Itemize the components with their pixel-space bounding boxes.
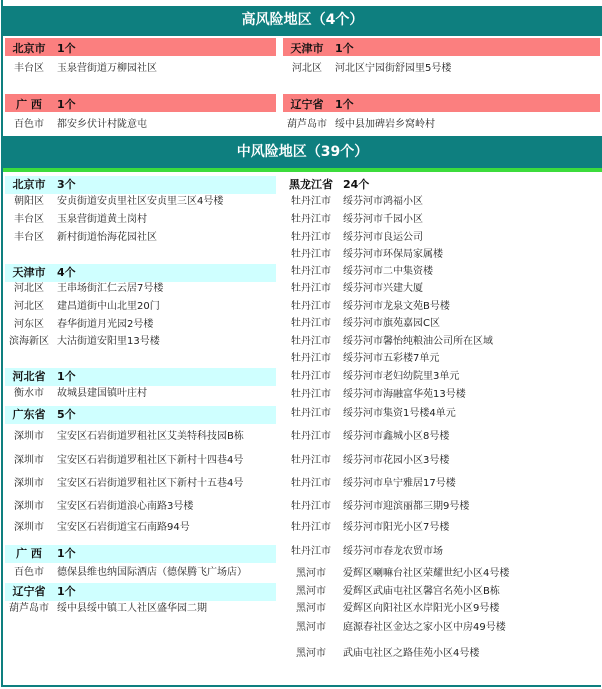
location-row [5,211,276,229]
medium-risk-title: 中风险地区（39个） [236,144,369,160]
location-row [283,229,600,247]
location-row [5,385,276,403]
location-row [5,116,276,134]
location-address: 大沽街道安阳里13号楼 [57,336,160,347]
banner-accent-bar [3,168,602,172]
district-name: 百色市 [14,119,44,130]
region-header [5,176,276,194]
location-row [283,386,600,404]
district-name: 牡丹江市 [291,546,331,557]
district-name: 河东区 [14,319,44,330]
location-address: 玉泉营街道万柳园社区 [57,63,157,74]
location-row [283,475,600,493]
district-name: 深圳市 [14,501,44,512]
location-row [5,475,276,493]
region-name: 广东省 [12,408,46,421]
location-row [5,564,276,582]
district-name: 牡丹江市 [291,196,331,207]
location-address: 德保县维也纳国际酒店（德保腾飞广场店） [57,567,247,578]
district-name: 牡丹江市 [291,522,331,533]
district-name: 丰台区 [14,232,44,243]
location-row [283,368,600,386]
district-name: 葫芦岛市 [9,603,49,614]
location-row [5,280,276,298]
location-address: 爱辉区向阳社区水岸阳光小区9号楼 [343,603,500,614]
location-address: 绥芬河市春龙农贸市场 [343,546,443,557]
location-row [5,229,276,247]
district-name: 牡丹江市 [291,214,331,225]
region-header [283,94,600,112]
location-address: 绥芬河市迎滨丽都三期9号楼 [343,501,470,512]
region-count: 1个 [57,547,76,560]
region-header [283,38,600,56]
location-row [5,600,276,618]
location-address: 武庙屯社区之路佳苑小区4号楼 [343,648,480,659]
district-name: 深圳市 [14,522,44,533]
district-name: 黑河市 [296,648,326,659]
region-header [5,94,276,112]
district-name: 牡丹江市 [291,501,331,512]
district-name: 牡丹江市 [291,266,331,277]
location-address: 绥芬河市阜宁雅居17号楼 [343,478,456,489]
location-row [5,428,276,446]
district-name: 牡丹江市 [291,371,331,382]
location-address: 绥芬河市鸿福小区 [343,196,423,207]
location-row [283,280,600,298]
region-header [5,545,276,563]
location-row [283,193,600,211]
region-name: 天津市 [12,266,46,279]
region-name: 广 西 [16,98,42,111]
location-row [283,315,600,333]
location-address: 绥芬河市海融富华苑13号楼 [343,389,466,400]
location-address: 绥芬河市五彩楼7单元 [343,353,440,364]
location-address: 绥芬河市千园小区 [343,214,423,225]
location-address: 绥芬河市环保局家属楼 [343,249,443,260]
location-row [5,60,276,78]
region-name: 广 西 [16,547,42,560]
location-row [5,333,276,351]
district-name: 葫芦岛市 [287,119,327,130]
location-address: 绥芬河市馨怡纯粮油公司所在区域 [343,336,493,347]
location-address: 绥芬河市阳光小区7号楼 [343,522,450,533]
location-address: 都安乡伏计村陇意屯 [57,119,147,130]
location-address: 绥芬河市良运公司 [343,232,423,243]
district-name: 滨海新区 [9,336,49,347]
district-name: 河北区 [14,283,44,294]
region-count: 1个 [57,98,76,111]
district-name: 牡丹江市 [291,478,331,489]
location-row [283,333,600,351]
region-name: 北京市 [12,42,46,55]
high-risk-title: 高风险地区（4个） [241,12,364,28]
region-header [5,38,276,56]
region-count: 1个 [57,370,76,383]
location-row [5,193,276,211]
location-row [283,645,600,663]
location-row [283,350,600,368]
location-row [283,116,600,134]
location-row [283,543,600,561]
location-address: 安贞街道安贞里社区安贞里三区4号楼 [57,196,224,207]
location-row [283,600,600,618]
district-name: 牡丹江市 [291,431,331,442]
high-risk-banner [3,6,602,36]
district-name: 牡丹江市 [291,301,331,312]
district-name: 朝阳区 [14,196,44,207]
district-name: 黑河市 [296,568,326,579]
location-address: 绥芬河市老妇幼院里3单元 [343,371,460,382]
location-row [5,298,276,316]
region-name: 辽宁省 [290,98,324,111]
location-address: 故城县建国镇叶庄村 [57,388,147,399]
region-count: 1个 [57,585,76,598]
region-header [283,176,600,194]
district-name: 百色市 [14,567,44,578]
location-address: 绥芬河市鑫城小区8号楼 [343,431,450,442]
region-count: 24个 [343,178,370,191]
location-row [5,316,276,334]
district-name: 衡水市 [14,388,44,399]
region-name: 河北省 [12,370,46,383]
district-name: 牡丹江市 [291,232,331,243]
location-row [283,246,600,264]
region-name: 天津市 [290,42,324,55]
district-name: 丰台区 [14,214,44,225]
location-row [283,519,600,537]
district-name: 牡丹江市 [291,389,331,400]
location-address: 河北区宁园街舒园里5号楼 [335,63,452,74]
location-address: 宝安区石岩街道浪心南路3号楼 [57,501,194,512]
location-address: 庭源春社区金达之家小区中房49号楼 [343,622,506,633]
district-name: 丰台区 [14,63,44,74]
region-count: 1个 [335,42,354,55]
region-count: 4个 [57,266,76,279]
region-count: 1个 [57,42,76,55]
district-name: 牡丹江市 [291,336,331,347]
district-name: 黑河市 [296,586,326,597]
location-row [283,583,600,601]
location-row [283,619,600,637]
region-name: 辽宁省 [12,585,46,598]
location-address: 绥芬河市旗苑嘉园C区 [343,318,440,329]
location-address: 爱辉区武庙屯社区馨宫名苑小区B栋 [343,586,500,597]
district-name: 牡丹江市 [291,408,331,419]
location-row [283,60,600,78]
district-name: 牡丹江市 [291,455,331,466]
location-row [5,519,276,537]
district-name: 牡丹江市 [291,353,331,364]
location-row [5,452,276,470]
location-row [283,298,600,316]
region-header [5,406,276,424]
location-address: 绥芬河市集资1号楼4单元 [343,408,456,419]
location-address: 绥芬河市兴建大厦 [343,283,423,294]
location-address: 玉泉营街道黄土岗村 [57,214,147,225]
district-name: 黑河市 [296,603,326,614]
location-address: 绥芬河市二中集资楼 [343,266,433,277]
region-count: 3个 [57,178,76,191]
location-row [283,498,600,516]
region-name: 北京市 [12,178,46,191]
location-address: 新村街道怡海花园社区 [57,232,157,243]
location-address: 宝安区石岩街道罗租社区艾美特科技园B栋 [57,431,244,442]
district-name: 牡丹江市 [291,283,331,294]
location-row [283,263,600,281]
district-name: 深圳市 [14,431,44,442]
location-address: 宝安区石岩街道宝石南路94号 [57,522,190,533]
location-address: 绥芬河市龙泉文苑B号楼 [343,301,450,312]
region-header [5,583,276,601]
region-count: 5个 [57,408,76,421]
district-name: 河北区 [14,301,44,312]
medium-risk-banner [3,136,602,172]
location-row [283,428,600,446]
district-name: 牡丹江市 [291,249,331,260]
location-address: 宝安区石岩街道罗租社区下新村十四巷4号 [57,455,244,466]
district-name: 牡丹江市 [291,318,331,329]
district-name: 深圳市 [14,478,44,489]
region-name: 黑龙江省 [289,178,333,191]
location-address: 绥中县绥中镇工人社区盛华园二期 [57,603,207,614]
location-row [283,452,600,470]
location-row [5,498,276,516]
region-header [5,368,276,386]
location-address: 爱辉区喇嘛台社区荣耀世纪小区4号楼 [343,568,510,579]
district-name: 黑河市 [296,622,326,633]
region-count: 1个 [335,98,354,111]
location-address: 绥中县加碑岩乡窝岭村 [335,119,435,130]
location-row [283,211,600,229]
district-name: 深圳市 [14,455,44,466]
location-address: 建昌道街中山北里20门 [57,301,160,312]
location-address: 绥芬河市花园小区3号楼 [343,455,450,466]
location-address: 春华街道月光园2号楼 [57,319,154,330]
district-name: 河北区 [292,63,322,74]
location-address: 宝安区石岩街道罗租社区下新村十五巷4号 [57,478,244,489]
location-row [283,405,600,423]
location-address: 王串场街汇仁云居7号楼 [57,283,164,294]
location-row [283,565,600,583]
